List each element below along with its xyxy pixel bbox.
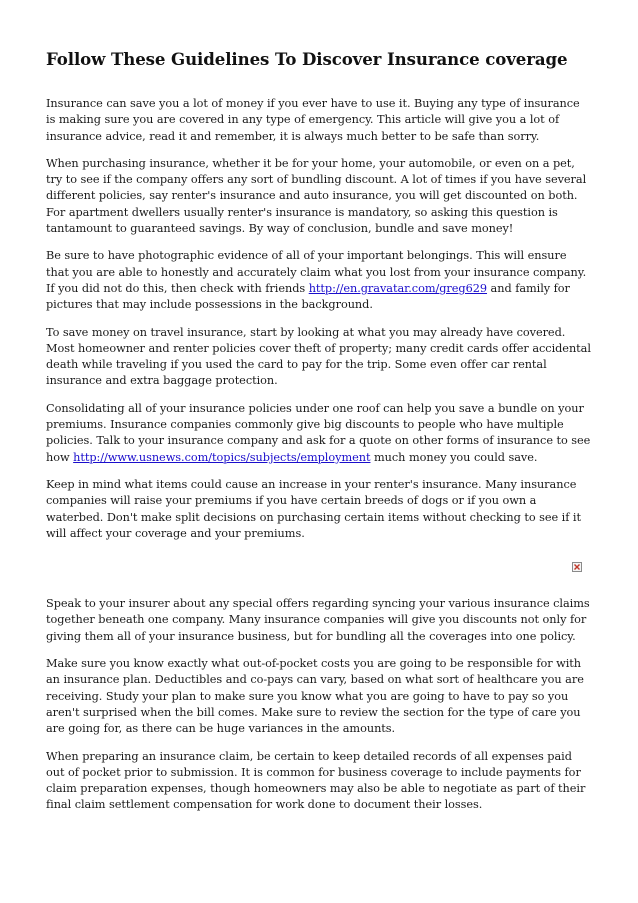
paragraph-9: When preparing an insurance claim, be certain to keep detailed records of all expenses paid out of pocket prior to submission. It is common for business coverage to include payments for claim preparation expenses, though homeowners may also be able to negotiate as part of their final claim settlement compensation for work done to document their losses.: [46, 749, 586, 812]
paragraph-5: [46, 401, 592, 466]
paragraph-3-text-after: and family for pictures that may include possessions in the background.: [46, 281, 570, 312]
paragraph-7: Speak to your insurer about any special offers regarding syncing your various insurance claims together beneath one company. Many insurance companies will give you discounts not only for giving them all of your insurance business, but for bundling all the coverages into one policy.: [46, 597, 590, 643]
paragraph-3-text-before: Be sure to have photographic evidence of all of your important belongings. This will ensure that you are able to honestly and accurately claim what you lost from your insurance company. If you did not do this, then check with friends: [46, 249, 587, 295]
image-placeholder-row: [46, 554, 592, 582]
paragraph-5-text-before: Consolidating all of your insurance policies under one roof can help you save a bundle on your premiums. Insurance companies commonly give big discounts to people who have multiple policies. Talk to your insurance company and ask for a quote on other forms of insurance to see how: [46, 401, 591, 464]
paragraph-2: When purchasing insurance, whether it be for your home, your automobile, or even on a pet, try to see if the company offers any sort of bundling discount. A lot of times if you have several different policies, say renter's insurance and auto insurance, you will get discounted on both. For apartment dwellers usually renter's insurance is mandatory, so asking this question is tantamount to guaranteed savings. By way of conclusion, bundle and save money!: [46, 156, 587, 236]
document-page: [46, 48, 592, 825]
paragraph-6: Keep in mind what items could cause an increase in your renter's insurance. Many insurance companies will raise your premiums if you have certain breeds of dogs or if you own a waterbed. Don't make split decisions on purchasing certain items without checking to see if it will affect your coverage and your premiums.: [46, 477, 581, 540]
paragraph-5-text-after: much money you could save.: [370, 450, 538, 464]
paragraph-8: Make sure you know exactly what out-of-pocket costs you are going to be responsible for with an insurance plan. Deductibles and co-pays can vary, based on what sort of healthcare you are receiving. Study your plan to make sure you know what you are going to have to pay so you aren't surprised when the bill comes. Make sure to review the section for the type of care you are going for, as there can be huge variances in the amounts.: [46, 657, 584, 736]
broken-image-icon: [572, 562, 582, 572]
paragraph-3: [46, 248, 592, 313]
gravatar-link[interactable]: http://en.gravatar.com/greg629: [308, 281, 488, 295]
usnews-link[interactable]: http://www.usnews.com/topics/subjects/employment: [73, 450, 371, 464]
page-title: Follow These Guidelines To Discover Insurance coverage: [46, 49, 568, 69]
paragraph-1: Insurance can save you a lot of money if you ever have to use it. Buying any type of insurance is making sure you are covered in any type of emergency. This article will give you a lot of insurance advice, read it and remember, it is always much better to be safe than sorry.: [46, 97, 580, 143]
paragraph-4: To save money on travel insurance, start by looking at what you may already have covered. Most homeowner and renter policies cover theft of property; many credit cards offer accidental death while traveling if you used the card to pay for the trip. Some even offer car rental insurance and extra baggage protection.: [46, 325, 591, 388]
